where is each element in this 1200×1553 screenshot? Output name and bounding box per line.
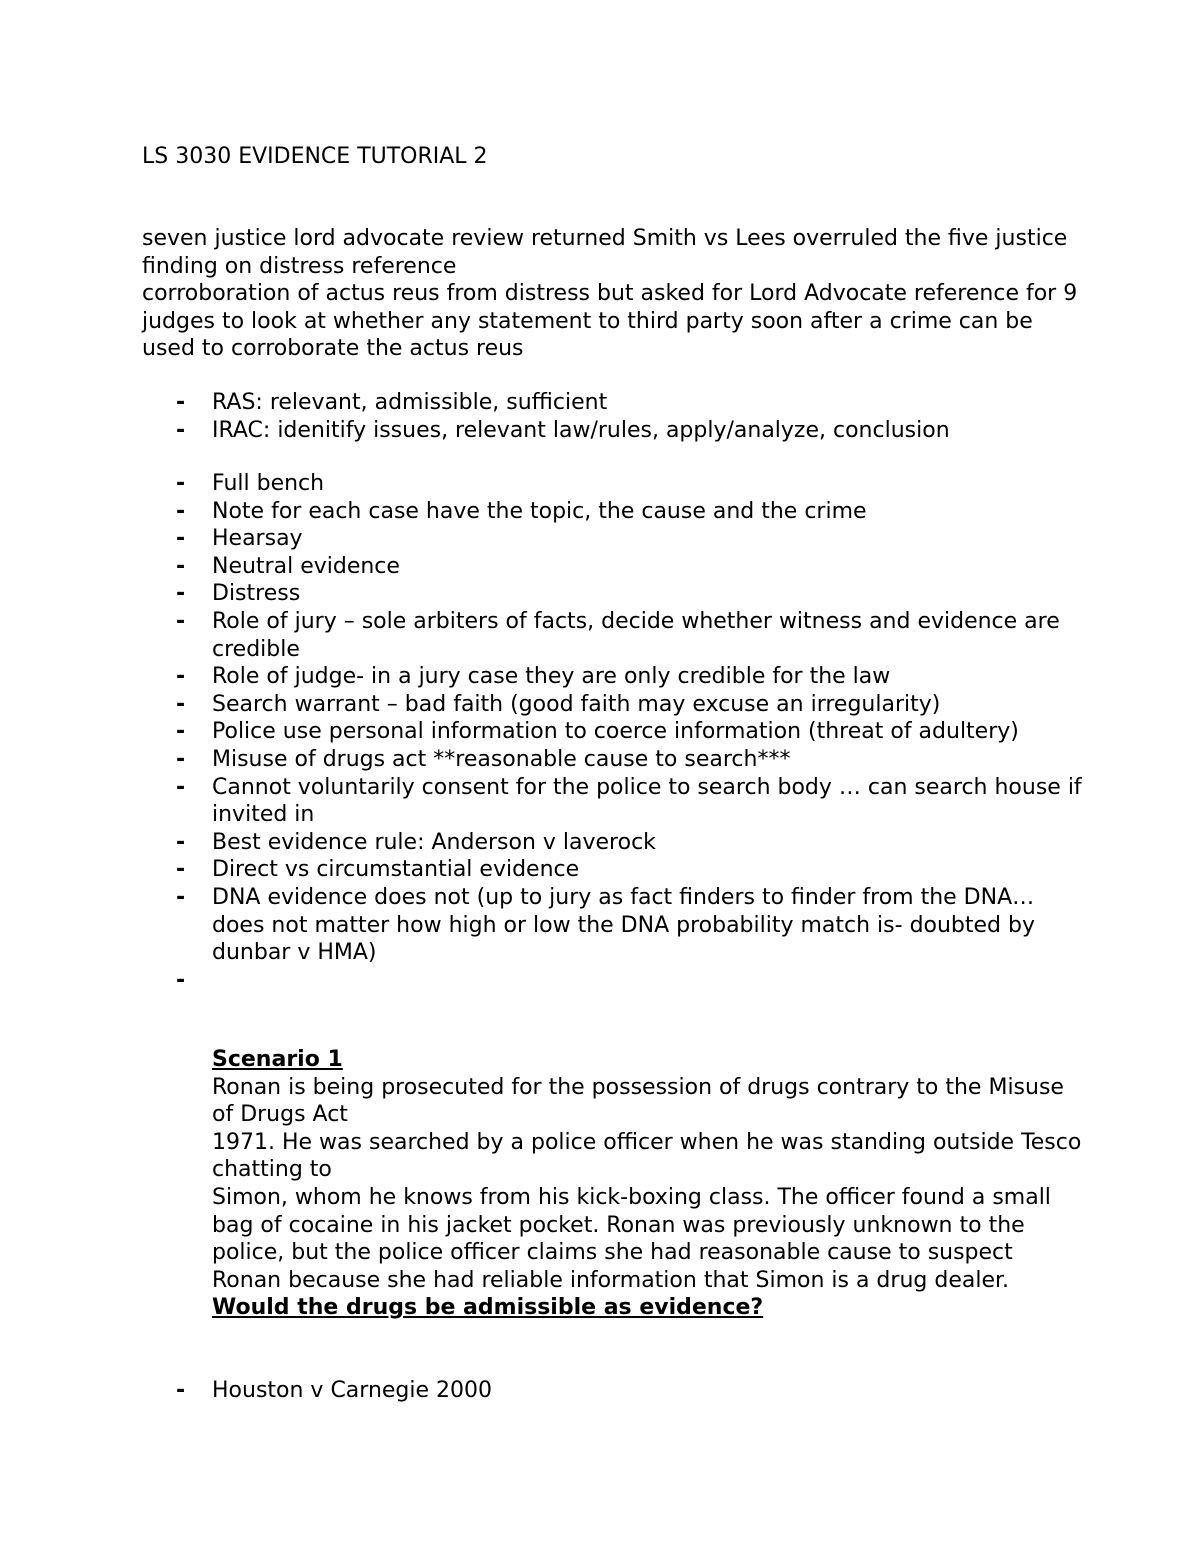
intro-line: corroboration of actus reus from distress but asked for Lord Advocate reference for 9 judges to look at whether any statement to third party soon after a crime can be used to corroborate the actus reus	[142, 281, 1078, 362]
document-title: LS 3030 EVIDENCE TUTORIAL 2	[142, 144, 488, 169]
list-item	[142, 553, 1082, 581]
list-item-text: Direct vs circumstantial evidence	[212, 857, 580, 883]
dash-bullet: -	[176, 608, 186, 634]
scenario-line: Simon, whom he knows from his kick-boxing class. The officer found a small bag of cocaine in his jacket pocket. Ronan was previously unknown to the police, but the police officer claims she had reasonable cause to suspect Ronan because she had reliable information that Simon is a drug dealer.	[212, 1184, 1051, 1293]
list-item-text: Note for each case have the topic, the cause and the crime	[212, 498, 867, 524]
list-item	[142, 470, 1082, 498]
list-item-text: Misuse of drugs act **reasonable cause to search***	[212, 746, 791, 772]
dash-bullet: -	[176, 884, 186, 910]
list-item-text: Houston v Carnegie 2000	[212, 1378, 493, 1403]
list-item-text: Distress	[212, 581, 301, 607]
dash-bullet: -	[176, 553, 186, 579]
dash-bullet: -	[176, 581, 186, 607]
list-item-text: Best evidence rule: Anderson v laverock	[212, 829, 656, 855]
intro-paragraph	[142, 225, 1082, 363]
list-item	[142, 884, 1082, 967]
list-item	[142, 829, 1082, 857]
dash-bullet: -	[176, 746, 186, 772]
list-item-text: Role of jury – sole arbiters of facts, decide whether witness and evidence are credible	[212, 608, 1060, 662]
list-item-text: Search warrant – bad faith (good faith may excuse an irregularity)	[212, 691, 941, 717]
dash-bullet: -	[176, 691, 186, 717]
dash-bullet: -	[176, 664, 186, 690]
list-item	[142, 691, 1082, 719]
dash-bullet: -	[176, 471, 186, 496]
list-item	[142, 608, 1082, 663]
list-item	[142, 774, 1082, 829]
list-item	[142, 1377, 1082, 1405]
list-item-text: Role of judge- in a jury case they are only credible for the law	[212, 664, 891, 690]
dash-bullet: -	[176, 829, 186, 855]
list-item	[142, 389, 1082, 417]
scenario-line: Ronan is being prosecuted for the possession of drugs contrary to the Misuse of Drugs Act	[212, 1074, 1064, 1128]
list-item	[142, 856, 1082, 884]
list-item	[142, 580, 1082, 608]
list-item	[142, 525, 1082, 553]
dash-bullet: -	[176, 526, 186, 552]
list-item-text: Cannot voluntarily consent for the police to search body … can search house if invited in	[212, 774, 1082, 828]
list-item-text: DNA evidence does not (up to jury as fact finders to finder from the DNA… does not matter how high or low the DNA probability match is- doubted by dunbar v HMA)	[212, 884, 1036, 966]
list-item-text: RAS: relevant, admissible, sufficient	[212, 390, 608, 415]
list-item-text: Neutral evidence	[212, 553, 400, 579]
dash-bullet: -	[176, 390, 186, 415]
list-item-text: Full bench	[212, 471, 325, 496]
list-item	[142, 663, 1082, 691]
topics-list	[142, 470, 1082, 994]
list-item	[142, 718, 1082, 746]
dash-bullet: -	[176, 1378, 186, 1403]
dash-bullet: -	[176, 417, 186, 443]
scenario-question: Would the drugs be admissible as evidence?	[212, 1295, 764, 1321]
list-item	[142, 498, 1082, 526]
list-item-empty	[142, 967, 1082, 995]
dash-bullet: -	[176, 719, 186, 745]
method-list	[142, 389, 1082, 444]
dash-bullet: -	[176, 857, 186, 883]
scenario-block	[212, 1046, 1082, 1322]
list-item-text: Hearsay	[212, 526, 303, 552]
scenario-line: 1971. He was searched by a police officer when he was standing outside Tesco chatting to	[212, 1129, 1082, 1183]
dash-bullet: -	[176, 498, 186, 524]
list-item-text: Police use personal information to coerce information (threat of adultery)	[212, 719, 1019, 745]
dash-bullet: -	[176, 967, 186, 993]
list-item	[142, 417, 1082, 445]
scenario-heading: Scenario 1	[212, 1047, 343, 1072]
intro-line: seven justice lord advocate review returned Smith vs Lees overruled the five justice finding on distress reference	[142, 226, 1068, 279]
list-item	[142, 746, 1082, 774]
list-item-text: IRAC: idenitify issues, relevant law/rules, apply/analyze, conclusion	[212, 417, 950, 443]
case-list	[142, 1377, 1082, 1405]
dash-bullet: -	[176, 774, 186, 800]
